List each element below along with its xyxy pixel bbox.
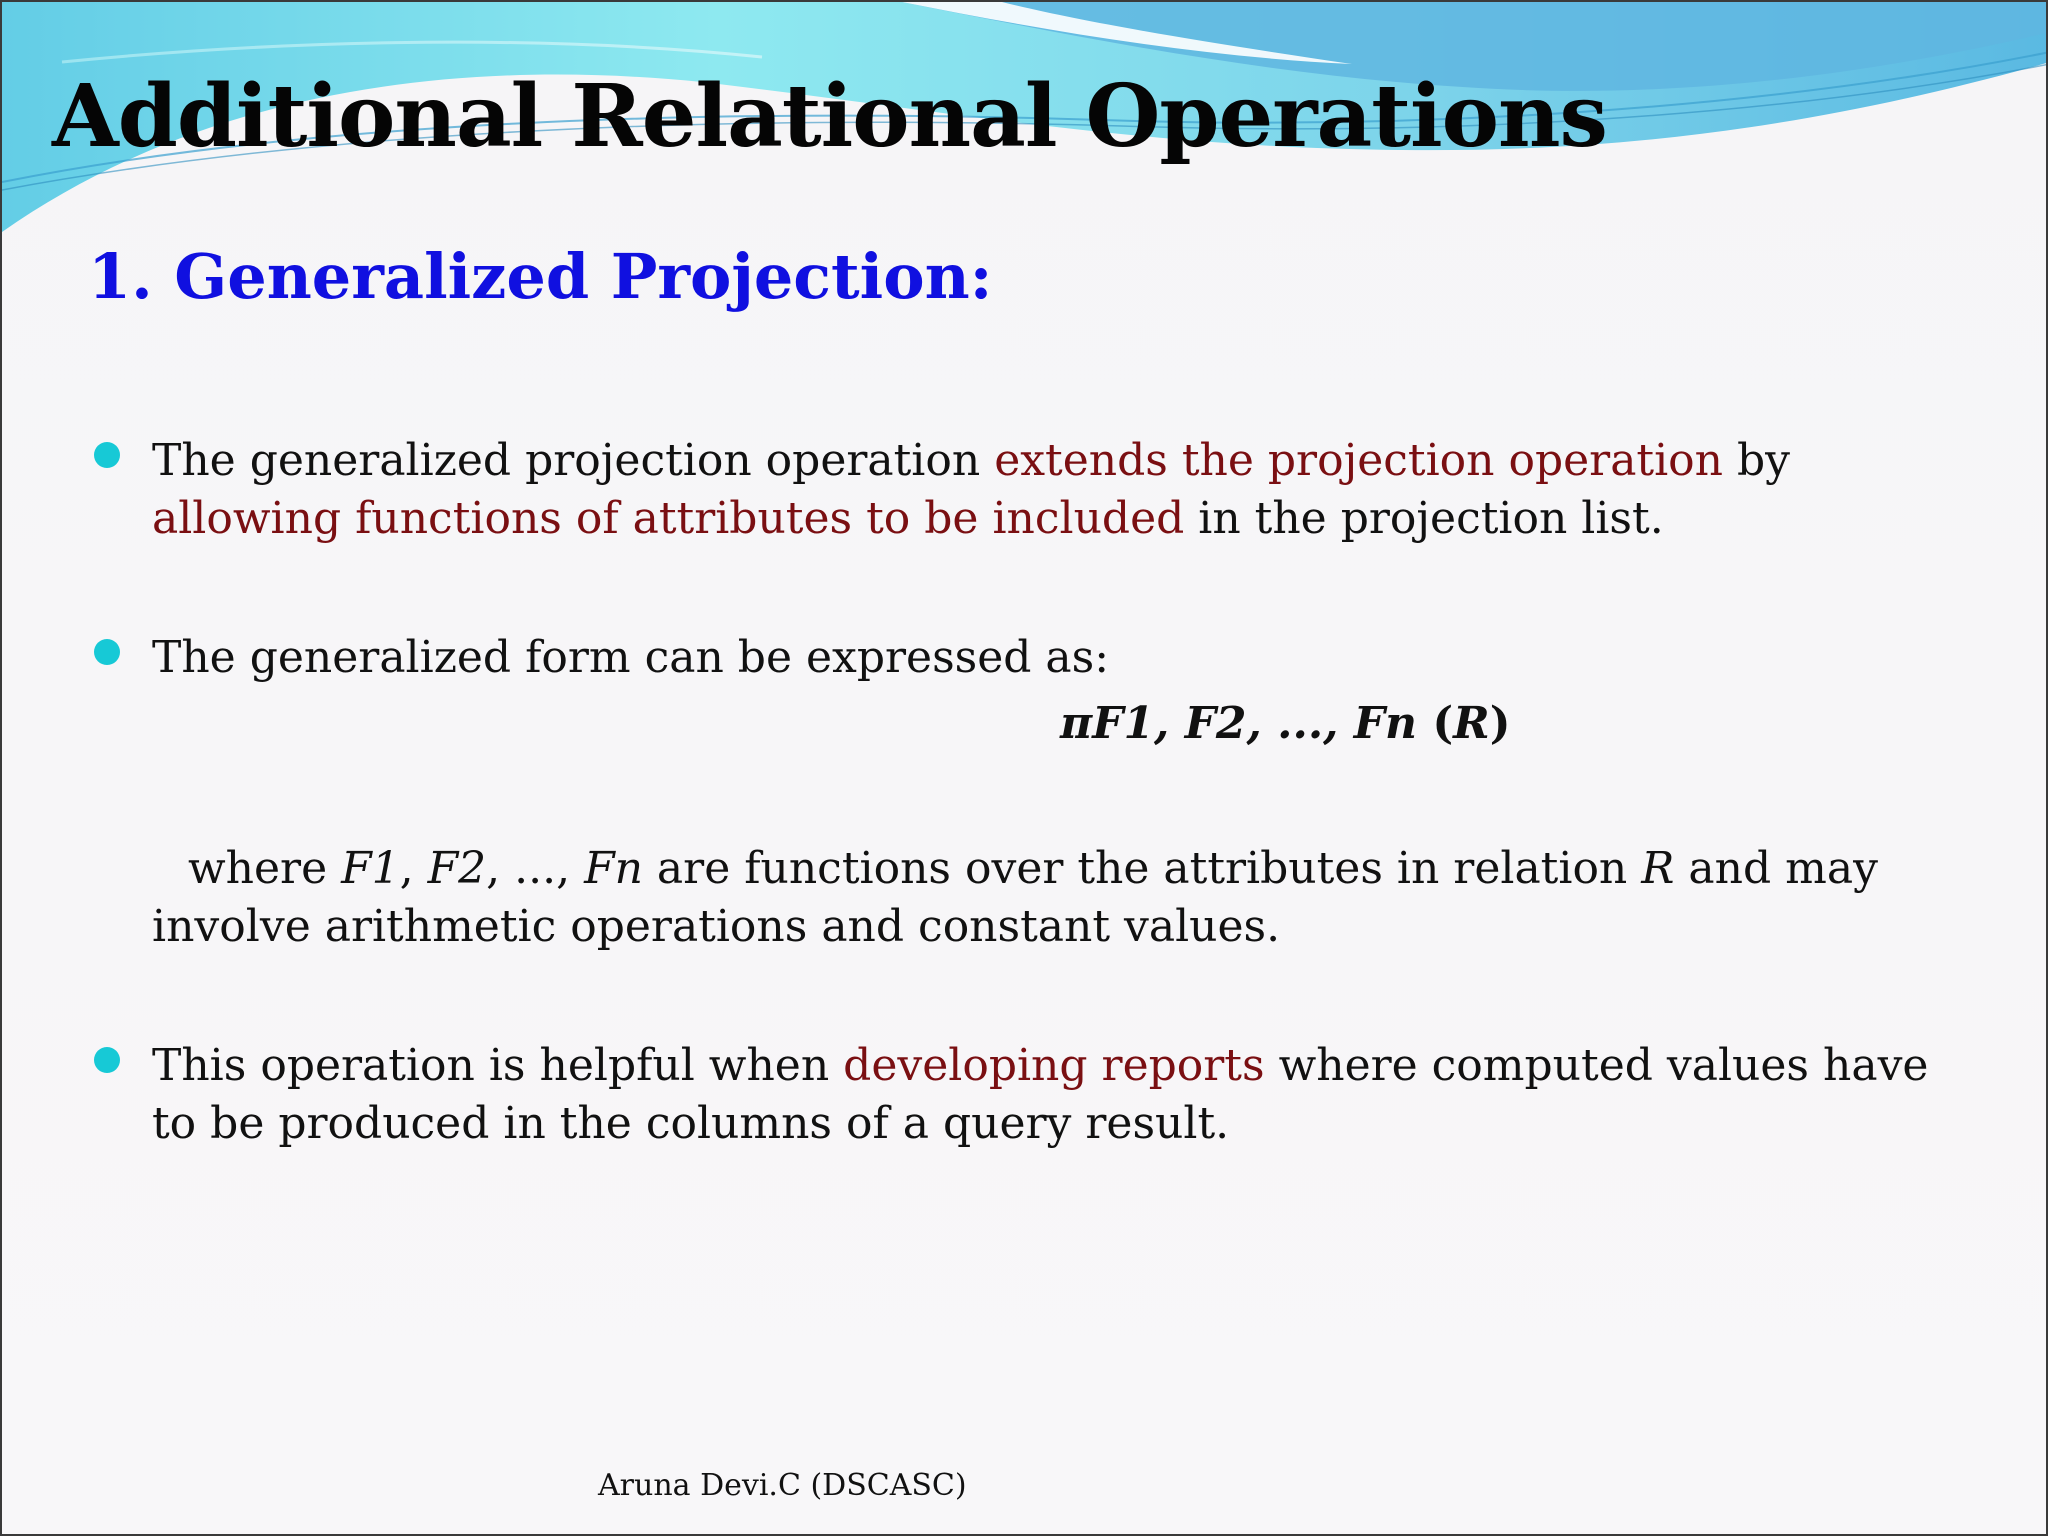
bullet-3-text-b: where computed values have to be produced in the columns of a query result.: [152, 1040, 1929, 1149]
bullet-text-3: [152, 1037, 1952, 1153]
where-comma-2: , ...,: [486, 843, 585, 894]
formula-close-paren: ): [1489, 698, 1511, 749]
formula-explanation: [152, 840, 1952, 956]
section-heading: 1. Generalized Projection:: [88, 240, 993, 313]
where-f2: F2: [427, 843, 487, 894]
bullet-3-text-a: This operation is helpful when: [152, 1040, 844, 1091]
bullet-1-text-c: in the projection list.: [1184, 493, 1664, 544]
where-relation: R: [1641, 843, 1675, 894]
where-text-a: where: [188, 843, 342, 894]
bullet-1-text-a: The generalized projection operation: [152, 435, 995, 486]
where-text-b: are functions over the attributes in relation: [642, 843, 1642, 894]
bullet-1-highlight-b: allowing functions of attributes to be included: [152, 493, 1185, 544]
where-f1: F1: [341, 843, 400, 894]
projection-formula: [1060, 698, 1511, 749]
formula-main: πF1, F2, ..., Fn: [1060, 698, 1433, 749]
where-text-c: and may involve arithmetic operations and constant values.: [152, 843, 1878, 952]
slide-footer: Aruna Devi.C (DSCASC): [598, 1468, 967, 1503]
bullet-1-highlight-a: extends the projection operation: [994, 435, 1724, 486]
bullet-dot-icon: [94, 442, 120, 468]
slide-title: Additional Relational Operations: [52, 66, 1607, 167]
where-fn: Fn: [584, 843, 643, 894]
formula-open-paren: (: [1432, 698, 1454, 749]
bullet-text-1: [152, 432, 1952, 548]
bullet-dot-icon: [94, 1047, 120, 1073]
bullet-dot-icon: [94, 639, 120, 665]
bullet-text-2: The generalized form can be expressed as:: [152, 632, 1110, 683]
bullet-1-text-b: by: [1723, 435, 1791, 486]
formula-relation: R: [1453, 698, 1490, 749]
where-comma-1: ,: [399, 843, 428, 894]
bullet-3-highlight: developing reports: [843, 1040, 1265, 1091]
